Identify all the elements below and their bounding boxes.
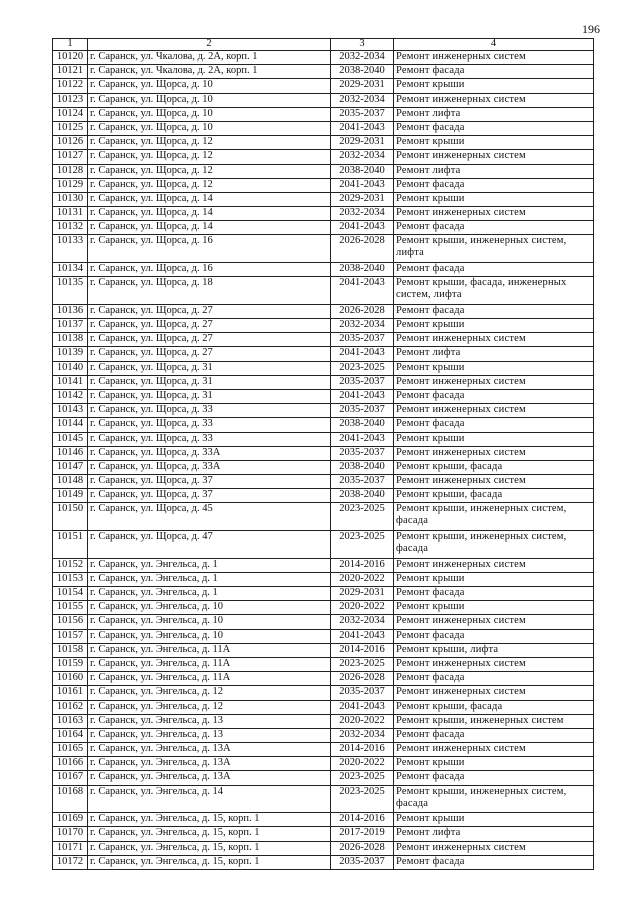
address-cell: г. Саранск, ул. Энгельса, д. 1 xyxy=(88,587,331,601)
period-cell: 2035-2037 xyxy=(331,107,394,121)
row-number-cell: 10161 xyxy=(53,686,88,700)
period-cell: 2038-2040 xyxy=(331,263,394,277)
table-row xyxy=(53,319,594,333)
column-number-row xyxy=(53,39,594,51)
work-type-cell: Ремонт инженерных систем xyxy=(394,150,594,164)
work-type-cell: Ремонт инженерных систем xyxy=(394,558,594,572)
period-cell: 2014-2016 xyxy=(331,743,394,757)
address-cell: г. Саранск, ул. Энгельса, д. 13А xyxy=(88,757,331,771)
period-cell: 2041-2043 xyxy=(331,221,394,235)
address-cell: г. Саранск, ул. Щорса, д. 37 xyxy=(88,489,331,503)
row-number-cell: 10137 xyxy=(53,319,88,333)
repair-schedule-table xyxy=(52,38,594,870)
row-number-cell: 10148 xyxy=(53,475,88,489)
period-cell: 2023-2025 xyxy=(331,771,394,785)
address-cell: г. Саранск, ул. Энгельса, д. 10 xyxy=(88,601,331,615)
period-cell: 2029-2031 xyxy=(331,136,394,150)
address-cell: г. Саранск, ул. Щорса, д. 18 xyxy=(88,277,331,305)
row-number-cell: 10130 xyxy=(53,192,88,206)
row-number-cell: 10155 xyxy=(53,601,88,615)
table-row xyxy=(53,347,594,361)
period-cell: 2041-2043 xyxy=(331,347,394,361)
period-cell: 2020-2022 xyxy=(331,714,394,728)
row-number-cell: 10157 xyxy=(53,629,88,643)
row-number-cell: 10124 xyxy=(53,107,88,121)
table-row xyxy=(53,361,594,375)
work-type-cell: Ремонт крыши, инженерных систем, фасада xyxy=(394,531,594,559)
work-type-cell: Ремонт крыши xyxy=(394,813,594,827)
address-cell: г. Саранск, ул. Энгельса, д. 14 xyxy=(88,785,331,813)
row-number-cell: 10131 xyxy=(53,207,88,221)
address-cell: г. Саранск, ул. Энгельса, д. 11А xyxy=(88,657,331,671)
work-type-cell: Ремонт крыши xyxy=(394,432,594,446)
table-row xyxy=(53,235,594,263)
row-number-cell: 10158 xyxy=(53,643,88,657)
address-cell: г. Саранск, ул. Щорса, д. 27 xyxy=(88,347,331,361)
work-type-cell: Ремонт крыши xyxy=(394,757,594,771)
address-cell: г. Саранск, ул. Энгельса, д. 13 xyxy=(88,714,331,728)
table-row xyxy=(53,93,594,107)
row-number-cell: 10141 xyxy=(53,375,88,389)
period-cell: 2041-2043 xyxy=(331,121,394,135)
table-row xyxy=(53,107,594,121)
address-cell: г. Саранск, ул. Щорса, д. 31 xyxy=(88,361,331,375)
table-row xyxy=(53,375,594,389)
table-row xyxy=(53,475,594,489)
work-type-cell: Ремонт инженерных систем xyxy=(394,743,594,757)
column-header: 3 xyxy=(331,39,394,51)
work-type-cell: Ремонт фасада xyxy=(394,263,594,277)
period-cell: 2023-2025 xyxy=(331,531,394,559)
work-type-cell: Ремонт фасада xyxy=(394,178,594,192)
address-cell: г. Саранск, ул. Энгельса, д. 10 xyxy=(88,629,331,643)
row-number-cell: 10172 xyxy=(53,855,88,869)
period-cell: 2029-2031 xyxy=(331,79,394,93)
period-cell: 2026-2028 xyxy=(331,841,394,855)
work-type-cell: Ремонт лифта xyxy=(394,107,594,121)
address-cell: г. Саранск, ул. Щорса, д. 47 xyxy=(88,531,331,559)
period-cell: 2026-2028 xyxy=(331,672,394,686)
period-cell: 2038-2040 xyxy=(331,489,394,503)
address-cell: г. Саранск, ул. Щорса, д. 33 xyxy=(88,432,331,446)
period-cell: 2023-2025 xyxy=(331,361,394,375)
row-number-cell: 10151 xyxy=(53,531,88,559)
table-body xyxy=(53,51,594,870)
period-cell: 2038-2040 xyxy=(331,164,394,178)
row-number-cell: 10126 xyxy=(53,136,88,150)
period-cell: 2032-2034 xyxy=(331,319,394,333)
address-cell: г. Саранск, ул. Энгельса, д. 11А xyxy=(88,643,331,657)
address-cell: г. Саранск, ул. Энгельса, д. 15, корп. 1 xyxy=(88,841,331,855)
row-number-cell: 10164 xyxy=(53,728,88,742)
address-cell: г. Саранск, ул. Энгельса, д. 13А xyxy=(88,771,331,785)
work-type-cell: Ремонт крыши, инженерных систем xyxy=(394,714,594,728)
row-number-cell: 10170 xyxy=(53,827,88,841)
address-cell: г. Саранск, ул. Щорса, д. 10 xyxy=(88,79,331,93)
table-row xyxy=(53,615,594,629)
work-type-cell: Ремонт инженерных систем xyxy=(394,51,594,65)
address-cell: г. Саранск, ул. Щорса, д. 10 xyxy=(88,121,331,135)
row-number-cell: 10169 xyxy=(53,813,88,827)
address-cell: г. Саранск, ул. Щорса, д. 16 xyxy=(88,263,331,277)
row-number-cell: 10125 xyxy=(53,121,88,135)
table-row xyxy=(53,657,594,671)
work-type-cell: Ремонт лифта xyxy=(394,164,594,178)
period-cell: 2014-2016 xyxy=(331,813,394,827)
period-cell: 2035-2037 xyxy=(331,404,394,418)
column-header: 4 xyxy=(394,39,594,51)
address-cell: г. Саранск, ул. Щорса, д. 33 xyxy=(88,418,331,432)
row-number-cell: 10135 xyxy=(53,277,88,305)
period-cell: 2041-2043 xyxy=(331,178,394,192)
table-row xyxy=(53,446,594,460)
address-cell: г. Саранск, ул. Щорса, д. 33 xyxy=(88,404,331,418)
address-cell: г. Саранск, ул. Щорса, д. 27 xyxy=(88,304,331,318)
work-type-cell: Ремонт фасада xyxy=(394,855,594,869)
table-row xyxy=(53,558,594,572)
table-row xyxy=(53,460,594,474)
period-cell: 2032-2034 xyxy=(331,615,394,629)
table-row xyxy=(53,855,594,869)
row-number-cell: 10149 xyxy=(53,489,88,503)
period-cell: 2041-2043 xyxy=(331,629,394,643)
period-cell: 2032-2034 xyxy=(331,728,394,742)
table-row xyxy=(53,164,594,178)
row-number-cell: 10144 xyxy=(53,418,88,432)
period-cell: 2020-2022 xyxy=(331,601,394,615)
period-cell: 2032-2034 xyxy=(331,51,394,65)
work-type-cell: Ремонт фасада xyxy=(394,728,594,742)
period-cell: 2014-2016 xyxy=(331,558,394,572)
period-cell: 2035-2037 xyxy=(331,686,394,700)
row-number-cell: 10156 xyxy=(53,615,88,629)
table-row xyxy=(53,192,594,206)
table-row xyxy=(53,813,594,827)
row-number-cell: 10163 xyxy=(53,714,88,728)
period-cell: 2020-2022 xyxy=(331,572,394,586)
period-cell: 2038-2040 xyxy=(331,460,394,474)
table-row xyxy=(53,757,594,771)
work-type-cell: Ремонт инженерных систем xyxy=(394,841,594,855)
period-cell: 2029-2031 xyxy=(331,587,394,601)
address-cell: г. Саранск, ул. Щорса, д. 12 xyxy=(88,136,331,150)
work-type-cell: Ремонт инженерных систем xyxy=(394,475,594,489)
table-row xyxy=(53,432,594,446)
row-number-cell: 10166 xyxy=(53,757,88,771)
period-cell: 2023-2025 xyxy=(331,785,394,813)
work-type-cell: Ремонт фасада xyxy=(394,389,594,403)
work-type-cell: Ремонт фасада xyxy=(394,587,594,601)
row-number-cell: 10150 xyxy=(53,503,88,531)
period-cell: 2041-2043 xyxy=(331,700,394,714)
work-type-cell: Ремонт фасада xyxy=(394,771,594,785)
work-type-cell: Ремонт крыши, инженерных систем, фасада xyxy=(394,503,594,531)
table-row xyxy=(53,629,594,643)
period-cell: 2038-2040 xyxy=(331,418,394,432)
work-type-cell: Ремонт фасада xyxy=(394,121,594,135)
work-type-cell: Ремонт инженерных систем xyxy=(394,333,594,347)
work-type-cell: Ремонт крыши, инженерных систем, лифта xyxy=(394,235,594,263)
work-type-cell: Ремонт крыши, фасада, инженерных систем, лифта xyxy=(394,277,594,305)
period-cell: 2014-2016 xyxy=(331,643,394,657)
address-cell: г. Саранск, ул. Щорса, д. 33А xyxy=(88,446,331,460)
row-number-cell: 10160 xyxy=(53,672,88,686)
work-type-cell: Ремонт фасада xyxy=(394,672,594,686)
period-cell: 2020-2022 xyxy=(331,757,394,771)
row-number-cell: 10136 xyxy=(53,304,88,318)
address-cell: г. Саранск, ул. Щорса, д. 12 xyxy=(88,178,331,192)
period-cell: 2035-2037 xyxy=(331,855,394,869)
row-number-cell: 10146 xyxy=(53,446,88,460)
address-cell: г. Саранск, ул. Энгельса, д. 15, корп. 1 xyxy=(88,827,331,841)
address-cell: г. Саранск, ул. Щорса, д. 10 xyxy=(88,107,331,121)
address-cell: г. Саранск, ул. Энгельса, д. 15, корп. 1 xyxy=(88,855,331,869)
work-type-cell: Ремонт инженерных систем xyxy=(394,93,594,107)
work-type-cell: Ремонт инженерных систем xyxy=(394,686,594,700)
address-cell: г. Саранск, ул. Щорса, д. 37 xyxy=(88,475,331,489)
address-cell: г. Саранск, ул. Энгельса, д. 1 xyxy=(88,572,331,586)
table-row xyxy=(53,587,594,601)
row-number-cell: 10134 xyxy=(53,263,88,277)
row-number-cell: 10138 xyxy=(53,333,88,347)
table-row xyxy=(53,743,594,757)
work-type-cell: Ремонт крыши, лифта xyxy=(394,643,594,657)
period-cell: 2032-2034 xyxy=(331,93,394,107)
period-cell: 2035-2037 xyxy=(331,333,394,347)
work-type-cell: Ремонт инженерных систем xyxy=(394,446,594,460)
work-type-cell: Ремонт крыши xyxy=(394,572,594,586)
period-cell: 2026-2028 xyxy=(331,304,394,318)
period-cell: 2041-2043 xyxy=(331,432,394,446)
table-row xyxy=(53,728,594,742)
row-number-cell: 10120 xyxy=(53,51,88,65)
address-cell: г. Саранск, ул. Щорса, д. 14 xyxy=(88,192,331,206)
row-number-cell: 10132 xyxy=(53,221,88,235)
table-row xyxy=(53,489,594,503)
table-row xyxy=(53,785,594,813)
address-cell: г. Саранск, ул. Щорса, д. 14 xyxy=(88,221,331,235)
work-type-cell: Ремонт инженерных систем xyxy=(394,615,594,629)
row-number-cell: 10127 xyxy=(53,150,88,164)
row-number-cell: 10167 xyxy=(53,771,88,785)
work-type-cell: Ремонт крыши xyxy=(394,136,594,150)
address-cell: г. Саранск, ул. Щорса, д. 31 xyxy=(88,389,331,403)
row-number-cell: 10139 xyxy=(53,347,88,361)
table-row xyxy=(53,178,594,192)
table-row xyxy=(53,263,594,277)
table-row xyxy=(53,150,594,164)
work-type-cell: Ремонт крыши xyxy=(394,192,594,206)
work-type-cell: Ремонт фасада xyxy=(394,221,594,235)
address-cell: г. Саранск, ул. Щорса, д. 27 xyxy=(88,319,331,333)
work-type-cell: Ремонт лифта xyxy=(394,347,594,361)
table-row xyxy=(53,700,594,714)
work-type-cell: Ремонт инженерных систем xyxy=(394,404,594,418)
period-cell: 2023-2025 xyxy=(331,657,394,671)
period-cell: 2041-2043 xyxy=(331,277,394,305)
row-number-cell: 10147 xyxy=(53,460,88,474)
address-cell: г. Саранск, ул. Чкалова, д. 2А, корп. 1 xyxy=(88,65,331,79)
work-type-cell: Ремонт крыши, фасада xyxy=(394,700,594,714)
period-cell: 2038-2040 xyxy=(331,65,394,79)
period-cell: 2032-2034 xyxy=(331,207,394,221)
table-row xyxy=(53,531,594,559)
table-row xyxy=(53,207,594,221)
period-cell: 2017-2019 xyxy=(331,827,394,841)
address-cell: г. Саранск, ул. Энгельса, д. 12 xyxy=(88,686,331,700)
row-number-cell: 10154 xyxy=(53,587,88,601)
table-row xyxy=(53,503,594,531)
address-cell: г. Саранск, ул. Щорса, д. 12 xyxy=(88,164,331,178)
row-number-cell: 10171 xyxy=(53,841,88,855)
table-row xyxy=(53,418,594,432)
address-cell: г. Саранск, ул. Щорса, д. 16 xyxy=(88,235,331,263)
table-row xyxy=(53,121,594,135)
work-type-cell: Ремонт крыши, фасада xyxy=(394,460,594,474)
period-cell: 2032-2034 xyxy=(331,150,394,164)
address-cell: г. Саранск, ул. Щорса, д. 12 xyxy=(88,150,331,164)
row-number-cell: 10162 xyxy=(53,700,88,714)
period-cell: 2035-2037 xyxy=(331,375,394,389)
work-type-cell: Ремонт инженерных систем xyxy=(394,207,594,221)
address-cell: г. Саранск, ул. Щорса, д. 14 xyxy=(88,207,331,221)
work-type-cell: Ремонт инженерных систем xyxy=(394,375,594,389)
table-row xyxy=(53,714,594,728)
row-number-cell: 10129 xyxy=(53,178,88,192)
table-row xyxy=(53,771,594,785)
address-cell: г. Саранск, ул. Щорса, д. 10 xyxy=(88,93,331,107)
row-number-cell: 10168 xyxy=(53,785,88,813)
work-type-cell: Ремонт крыши xyxy=(394,319,594,333)
address-cell: г. Саранск, ул. Щорса, д. 45 xyxy=(88,503,331,531)
work-type-cell: Ремонт крыши, фасада xyxy=(394,489,594,503)
period-cell: 2041-2043 xyxy=(331,389,394,403)
table-row xyxy=(53,672,594,686)
row-number-cell: 10140 xyxy=(53,361,88,375)
work-type-cell: Ремонт крыши xyxy=(394,79,594,93)
column-header: 2 xyxy=(88,39,331,51)
table-row xyxy=(53,79,594,93)
address-cell: г. Саранск, ул. Энгельса, д. 15, корп. 1 xyxy=(88,813,331,827)
work-type-cell: Ремонт лифта xyxy=(394,827,594,841)
row-number-cell: 10122 xyxy=(53,79,88,93)
address-cell: г. Саранск, ул. Щорса, д. 33А xyxy=(88,460,331,474)
table-row xyxy=(53,304,594,318)
period-cell: 2029-2031 xyxy=(331,192,394,206)
table-row xyxy=(53,841,594,855)
row-number-cell: 10145 xyxy=(53,432,88,446)
table-row xyxy=(53,601,594,615)
address-cell: г. Саранск, ул. Энгельса, д. 10 xyxy=(88,615,331,629)
work-type-cell: Ремонт фасада xyxy=(394,65,594,79)
period-cell: 2035-2037 xyxy=(331,475,394,489)
table-row xyxy=(53,333,594,347)
table-row xyxy=(53,277,594,305)
work-type-cell: Ремонт фасада xyxy=(394,418,594,432)
work-type-cell: Ремонт крыши, инженерных систем, фасада xyxy=(394,785,594,813)
address-cell: г. Саранск, ул. Энгельса, д. 11А xyxy=(88,672,331,686)
page-number: 196 xyxy=(582,22,600,36)
period-cell: 2023-2025 xyxy=(331,503,394,531)
address-cell: г. Саранск, ул. Щорса, д. 27 xyxy=(88,333,331,347)
work-type-cell: Ремонт крыши xyxy=(394,601,594,615)
address-cell: г. Саранск, ул. Энгельса, д. 13 xyxy=(88,728,331,742)
row-number-cell: 10123 xyxy=(53,93,88,107)
work-type-cell: Ремонт крыши xyxy=(394,361,594,375)
table-row xyxy=(53,51,594,65)
table-row xyxy=(53,643,594,657)
address-cell: г. Саранск, ул. Энгельса, д. 13А xyxy=(88,743,331,757)
table-row xyxy=(53,827,594,841)
row-number-cell: 10121 xyxy=(53,65,88,79)
work-type-cell: Ремонт фасада xyxy=(394,629,594,643)
row-number-cell: 10143 xyxy=(53,404,88,418)
work-type-cell: Ремонт инженерных систем xyxy=(394,657,594,671)
row-number-cell: 10153 xyxy=(53,572,88,586)
period-cell: 2035-2037 xyxy=(331,446,394,460)
table-row xyxy=(53,572,594,586)
row-number-cell: 10133 xyxy=(53,235,88,263)
row-number-cell: 10159 xyxy=(53,657,88,671)
row-number-cell: 10152 xyxy=(53,558,88,572)
table-row xyxy=(53,686,594,700)
period-cell: 2026-2028 xyxy=(331,235,394,263)
address-cell: г. Саранск, ул. Щорса, д. 31 xyxy=(88,375,331,389)
row-number-cell: 10165 xyxy=(53,743,88,757)
row-number-cell: 10128 xyxy=(53,164,88,178)
column-header: 1 xyxy=(53,39,88,51)
address-cell: г. Саранск, ул. Энгельса, д. 1 xyxy=(88,558,331,572)
table-row xyxy=(53,389,594,403)
row-number-cell: 10142 xyxy=(53,389,88,403)
address-cell: г. Саранск, ул. Чкалова, д. 2А, корп. 1 xyxy=(88,51,331,65)
table-row xyxy=(53,136,594,150)
work-type-cell: Ремонт фасада xyxy=(394,304,594,318)
table-row xyxy=(53,404,594,418)
table-row xyxy=(53,221,594,235)
table-row xyxy=(53,65,594,79)
address-cell: г. Саранск, ул. Энгельса, д. 12 xyxy=(88,700,331,714)
